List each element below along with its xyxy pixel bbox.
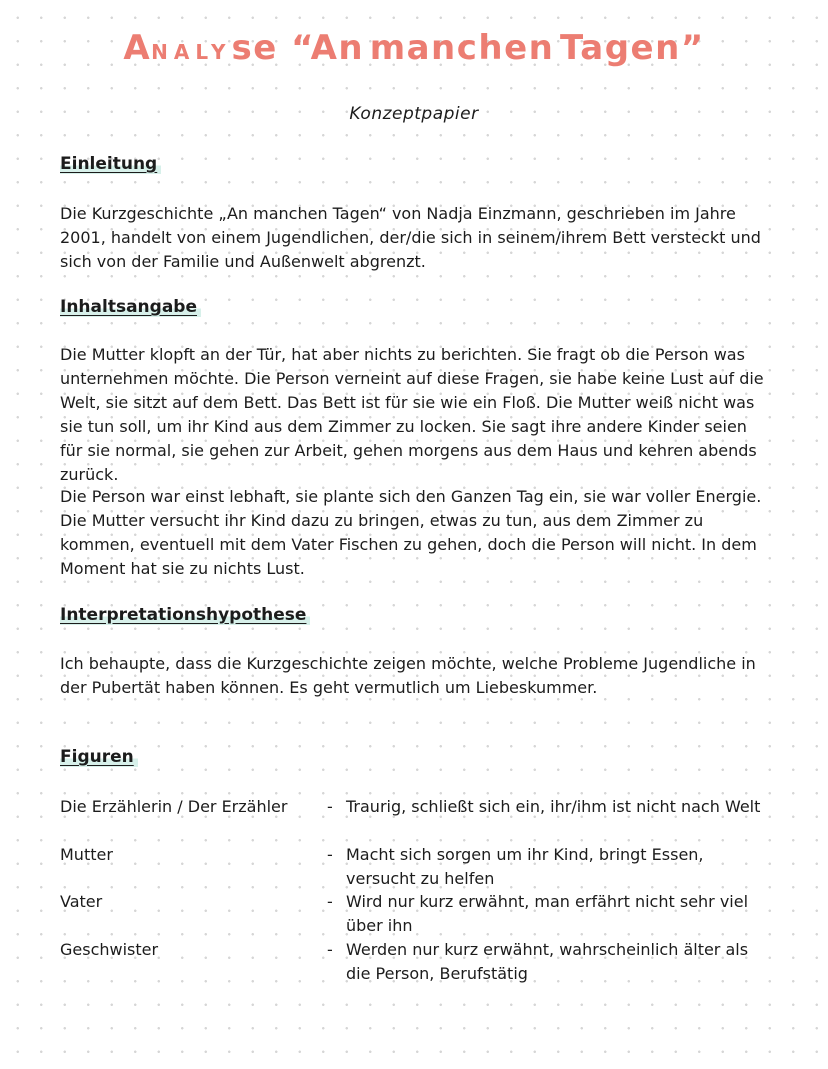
figure-name: Mutter (60, 845, 113, 864)
heading-einleitung: Einleitung (60, 154, 161, 174)
inhaltsangabe-text-2: Die Person war einst lebhaft, sie plante sich den Ganzen Tag ein, sie war voller Energie. Die Mutter versucht ihr Kind dazu zu bringen, etwas zu tun, aus dem Zimmer zu kommen, eventuell mit dem Vater Fischen zu gehen, doch die Person will nicht. In dem Moment hat sie zu nichts Lust. (60, 487, 762, 578)
figure-dash: - (327, 797, 333, 816)
figure-description: Werden nur kurz erwähnt, wahrscheinlich älter als die Person, Berufstätig (346, 940, 749, 983)
figure-dash: - (327, 845, 333, 864)
figure-description: Wird nur kurz erwähnt, man erfährt nicht sehr viel über ihn (346, 892, 749, 935)
page-title (0, 28, 828, 68)
figure-row (60, 890, 772, 938)
figure-row (60, 843, 772, 891)
figure-name: Geschwister (60, 940, 159, 959)
subtitle: Konzeptpapier (349, 104, 479, 124)
figure-description: Traurig, schließt sich ein, ihr/ihm ist nicht nach Welt (346, 797, 761, 816)
heading-inhaltsangabe: Inhaltsangabe (60, 297, 201, 317)
title-word-an: An (310, 28, 365, 68)
title-analyse: A (123, 28, 152, 68)
figure-dash: - (327, 940, 333, 959)
figure-name: Vater (60, 892, 103, 911)
einleitung-text: Die Kurzgeschichte „An manchen Tagen“ von Nadja Einzmann, geschrieben im Jahre 2001, handelt von einem Jugendlichen, der/die sich in seinem/ihrem Bett versteckt und sich von der Familie und Außenwelt abgrenzt. (60, 204, 761, 271)
figure-description: Macht sich sorgen um ihr Kind, bringt Essen, versucht zu helfen (346, 845, 704, 888)
figure-name: Die Erzählerin / Der Erzähler (60, 797, 288, 816)
title-se-quote: se “ (231, 28, 311, 68)
figure-row (60, 795, 772, 843)
heading-interpretationshypothese: Interpretationshypothese (60, 605, 310, 625)
heading-figuren: Figuren (60, 747, 138, 767)
hypothese-text: Ich behaupte, dass die Kurzgeschichte zeigen möchte, welche Probleme Jugendliche in der Pubertät haben können. Es geht vermutlich um Liebeskummer. (60, 654, 756, 697)
title-word-manchen: manchen (369, 28, 555, 68)
title-close-quote: ” (680, 28, 705, 68)
figure-row (60, 938, 772, 986)
figure-dash: - (327, 892, 333, 911)
title-naly: NALY (151, 40, 232, 64)
title-word-tagen: Tagen (559, 28, 681, 68)
inhaltsangabe-text-1: Die Mutter klopft an der Tür, hat aber nichts zu berichten. Sie fragt ob die Person was unternehmen möchte. Die Person verneint auf diese Fragen, sie habe keine Lust auf die Welt, sie sitzt auf dem Bett. Das Bett ist für sie wie ein Floß. Die Mutter weiß nicht was sie tun soll, um ihr Kind aus dem Zimmer zu locken. Sie sagt ihre andere Kinder seien für sie normal, sie gehen zur Arbeit, gehen morgens aus dem Haus und kehren abends zurück. (60, 345, 764, 484)
